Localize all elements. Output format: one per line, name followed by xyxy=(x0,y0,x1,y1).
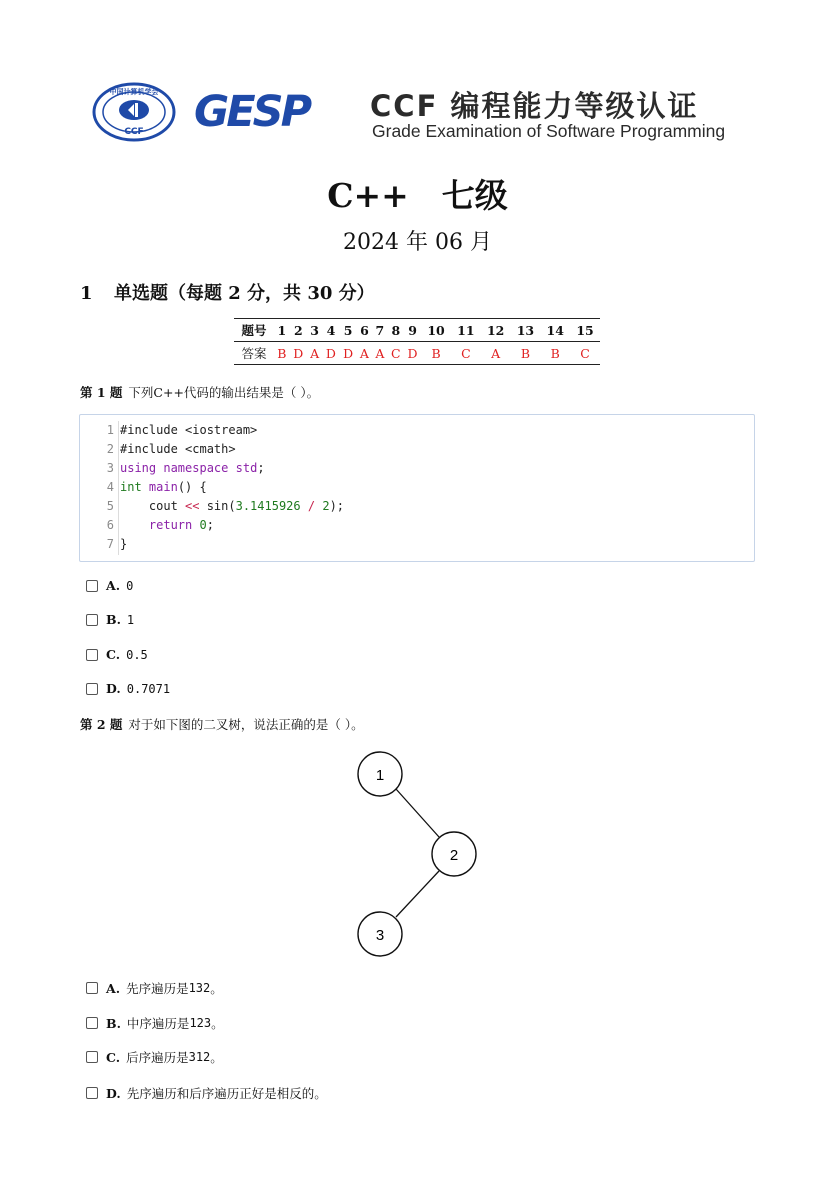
option-code: 123 xyxy=(189,1016,212,1030)
option-letter: D. xyxy=(106,681,121,696)
answer-value: D xyxy=(293,345,304,361)
question-1-label: 第 1 题 xyxy=(80,385,123,400)
option-letter: C. xyxy=(106,1049,121,1065)
checkbox[interactable] xyxy=(86,614,98,626)
section-heading xyxy=(80,279,375,305)
option-code: 132 xyxy=(188,981,211,995)
exam-header xyxy=(92,82,752,142)
checkbox[interactable] xyxy=(86,1087,98,1099)
q2-option-c[interactable] xyxy=(86,1048,223,1066)
question-2-label: 第 2 题 xyxy=(80,717,123,732)
section-number: 1 xyxy=(80,283,93,304)
option-text: 1 xyxy=(126,612,135,627)
question-number: 9 xyxy=(404,319,421,342)
tree-node-label: 1 xyxy=(375,767,385,784)
answer-value: A xyxy=(359,345,369,361)
line-number: 3 xyxy=(106,461,114,475)
checkbox[interactable] xyxy=(86,982,98,994)
gesp-logo xyxy=(192,86,342,132)
option-text: 0 xyxy=(126,578,134,593)
code-gutter-divider xyxy=(118,421,119,555)
option-text: 先序遍历是 xyxy=(126,981,189,996)
certification-title: CCF 编程能力等级认证 xyxy=(370,89,699,123)
line-number: 2 xyxy=(106,442,114,456)
tree-edge xyxy=(396,871,439,917)
question-2-text: 对于如下图的二叉树，说法正确的是（ ）。 xyxy=(128,717,364,732)
checkbox[interactable] xyxy=(86,683,98,695)
question-1-stem xyxy=(80,383,319,401)
question-number: 6 xyxy=(357,319,372,342)
question-number: 14 xyxy=(540,319,570,342)
option-letter: C. xyxy=(106,647,121,662)
question-number: 4 xyxy=(322,319,339,342)
code-line: using namespace std; xyxy=(120,461,265,475)
code-line: } xyxy=(120,537,128,551)
code-body xyxy=(120,421,344,554)
checkbox[interactable] xyxy=(86,1017,98,1029)
option-text-end: 。 xyxy=(211,1016,224,1031)
question-number: 1 xyxy=(274,319,290,342)
option-letter: A. xyxy=(106,578,121,593)
question-number: 3 xyxy=(307,319,322,342)
document-date: 2024 年 06 月 xyxy=(343,230,492,255)
answer-value: B xyxy=(550,345,560,361)
question-number-label: 题号 xyxy=(234,319,274,342)
question-number: 5 xyxy=(340,319,357,342)
line-number: 7 xyxy=(106,537,114,551)
question-number: 11 xyxy=(451,319,481,342)
option-text: 中序遍历是 xyxy=(126,1016,190,1031)
tree-node-label: 2 xyxy=(449,847,459,864)
ccf-seal-logo xyxy=(92,82,176,142)
tree-edge xyxy=(396,789,439,837)
option-text-end: 。 xyxy=(210,1050,223,1065)
q2-option-b[interactable] xyxy=(86,1014,224,1032)
code-line: #include <cmath> xyxy=(120,442,236,456)
seal-text-top: 中国计算机学会 xyxy=(109,88,159,96)
q1-option-d[interactable] xyxy=(86,681,170,696)
answer-value: B xyxy=(520,345,531,361)
q1-option-c[interactable] xyxy=(86,647,148,662)
option-letter: B. xyxy=(106,612,121,627)
code-line: return 0; xyxy=(148,518,214,532)
answer-value: A xyxy=(375,345,385,361)
checkbox[interactable] xyxy=(86,1051,98,1063)
answer-label: 答案 xyxy=(241,346,267,361)
q1-option-b[interactable] xyxy=(86,612,134,627)
question-number: 12 xyxy=(481,319,511,342)
answer-value: C xyxy=(461,345,471,361)
answer-value: D xyxy=(407,345,418,361)
option-text: 0.7071 xyxy=(126,681,171,696)
line-number: 1 xyxy=(106,423,114,437)
checkbox[interactable] xyxy=(86,649,98,661)
seal-text-bottom: CCF xyxy=(124,127,144,137)
q2-option-d[interactable] xyxy=(86,1084,327,1102)
code-line-numbers xyxy=(80,421,114,554)
answer-table xyxy=(234,318,600,365)
gesp-logo-text: GESP xyxy=(194,87,310,132)
answer-value: B xyxy=(431,345,441,361)
answer-value: A xyxy=(310,345,320,361)
option-text-end: 。 xyxy=(210,981,223,996)
question-1-text: 下列C++代码的输出结果是（ ）。 xyxy=(128,385,320,400)
question-number: 8 xyxy=(388,319,404,342)
answer-value: C xyxy=(391,345,401,361)
option-code: 312 xyxy=(188,1050,211,1064)
tree-node-label: 3 xyxy=(375,927,385,944)
code-line: cout << sin(3.1415926 / 2); xyxy=(120,499,345,513)
option-text: 后序遍历是 xyxy=(126,1050,189,1065)
question-number: 7 xyxy=(372,319,387,342)
question-number: 13 xyxy=(511,319,541,342)
binary-tree-diagram xyxy=(340,745,520,965)
question-2-stem xyxy=(80,715,364,733)
question-number: 15 xyxy=(570,319,600,342)
answer-value: D xyxy=(325,345,336,361)
q1-option-a[interactable] xyxy=(86,578,133,593)
line-number: 5 xyxy=(106,499,114,513)
q2-option-a[interactable] xyxy=(86,979,223,997)
option-letter: B. xyxy=(106,1015,121,1031)
line-number: 6 xyxy=(106,518,114,532)
answer-table-answer-row xyxy=(234,342,600,365)
certification-subtitle: Grade Examination of Software Programming xyxy=(372,121,726,141)
section-title: 单选题（每题 2 分，共 30 分） xyxy=(114,283,375,304)
document-title: C++ 七级 xyxy=(327,176,508,215)
question-number: 10 xyxy=(421,319,451,342)
code-line: #include <iostream> xyxy=(120,423,258,437)
option-letter: D. xyxy=(106,1085,121,1101)
option-text: 先序遍历和后序遍历正好是相反的。 xyxy=(126,1086,327,1101)
answer-value: A xyxy=(491,345,501,361)
code-block xyxy=(79,414,755,562)
option-letter: A. xyxy=(106,980,121,996)
code-line: int main() { xyxy=(120,480,207,494)
answer-table-header-row xyxy=(234,319,600,342)
answer-value: B xyxy=(277,345,287,361)
option-text: 0.5 xyxy=(126,647,148,662)
answer-value: D xyxy=(343,345,354,361)
checkbox[interactable] xyxy=(86,580,98,592)
line-number: 4 xyxy=(106,480,114,494)
question-number: 2 xyxy=(290,319,307,342)
answer-value: C xyxy=(580,345,590,361)
